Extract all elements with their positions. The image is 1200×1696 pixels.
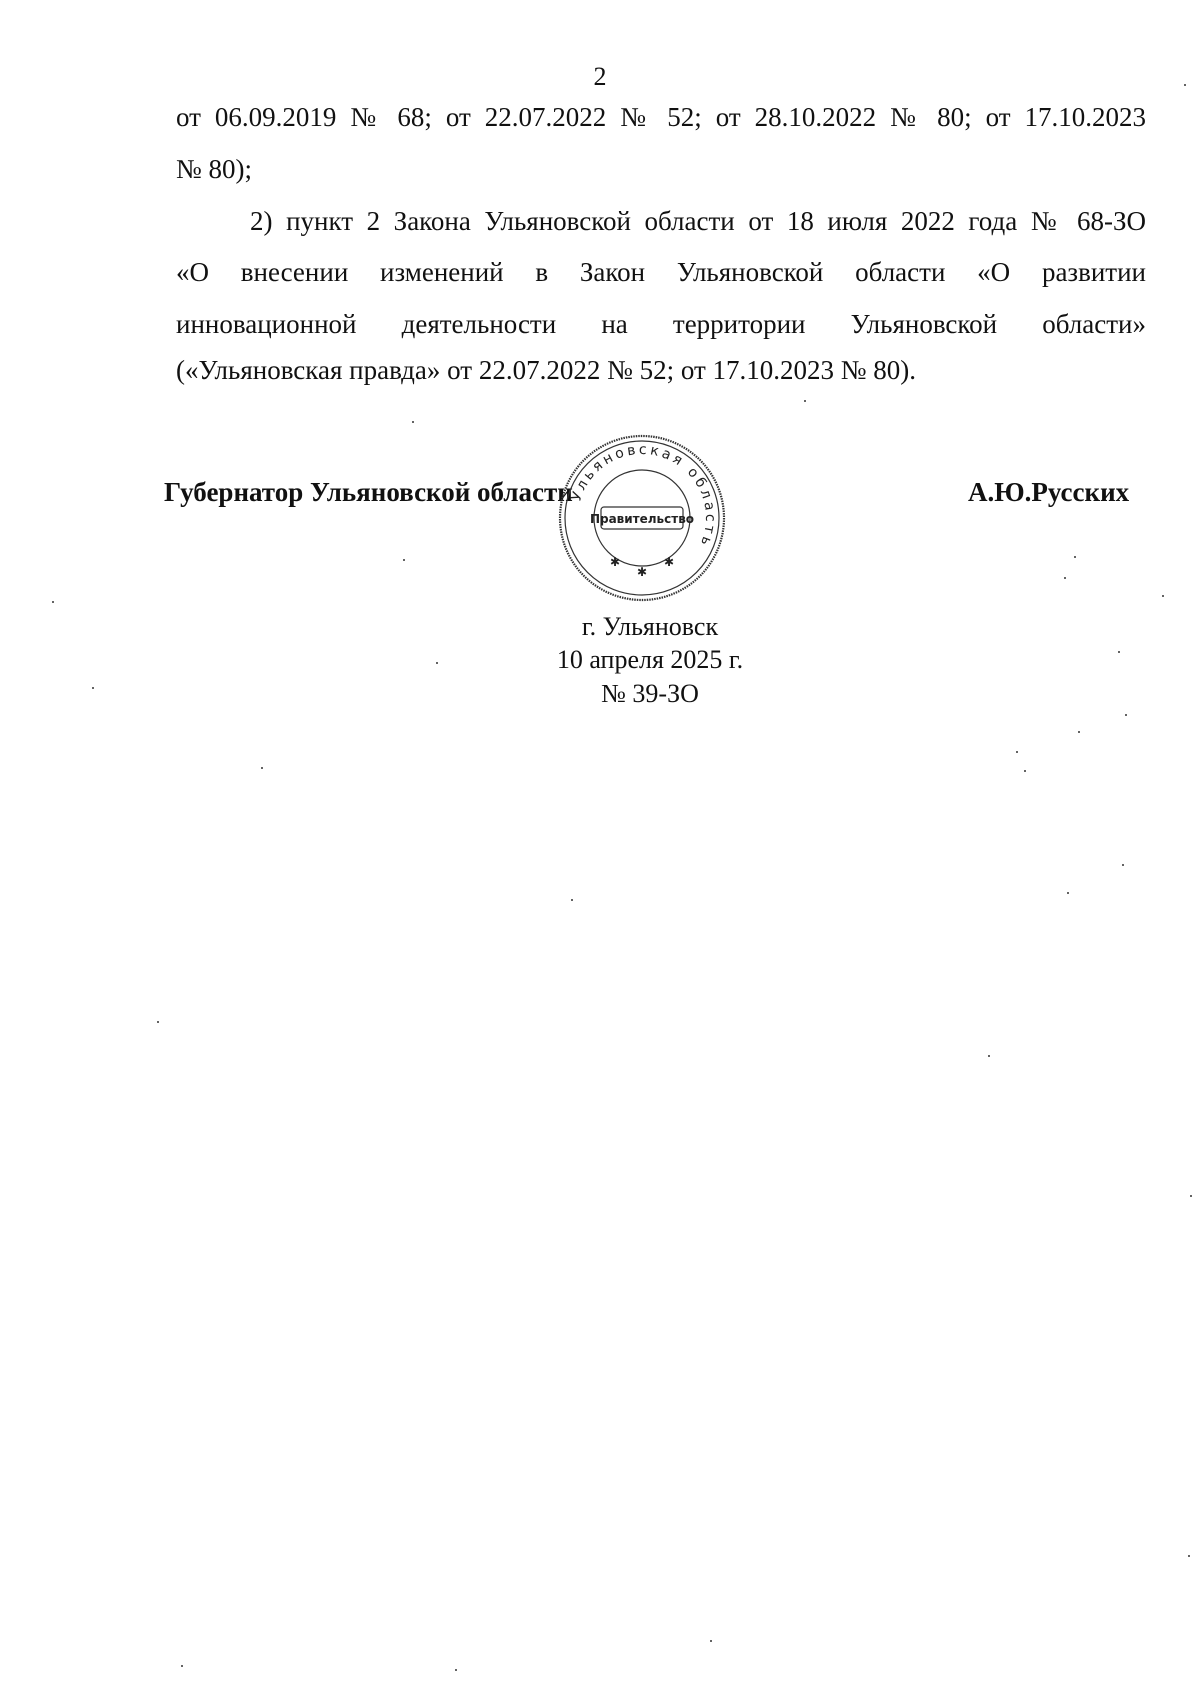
scan-speck: [1122, 864, 1124, 866]
scan-speck: [412, 421, 414, 423]
scan-speck: [1064, 577, 1066, 579]
scan-speck: [1074, 556, 1076, 558]
scan-speck: [710, 1640, 712, 1642]
scan-speck: [403, 559, 405, 561]
scan-speck: [1016, 751, 1018, 753]
official-seal-stamp: [557, 433, 727, 603]
scan-speck: [804, 400, 806, 402]
scan-speck: [436, 662, 438, 664]
scan-speck: [455, 1669, 457, 1671]
scan-speck: [1024, 770, 1026, 772]
place-of-signing: г. Ульяновск: [581, 612, 719, 641]
scan-speck: [181, 1665, 183, 1667]
scan-speck: [261, 767, 263, 769]
law-number: № 39-ЗО: [601, 679, 699, 708]
date-of-signing: 10 апреля 2025 г.: [556, 645, 744, 674]
page-number: 2: [593, 62, 607, 91]
body-line-6: («Ульяновская правда» от 22.07.2022 № 52; от 17.10.2023 № 80).: [176, 355, 917, 385]
scan-speck: [157, 1021, 159, 1023]
seal-center-text: Правительство: [589, 512, 695, 526]
body-line-5: инновационной деятельности на территории Ульяновской области»: [176, 309, 1146, 339]
scan-speck: [1184, 84, 1186, 86]
scan-speck: [92, 687, 94, 689]
scan-speck: [1188, 1555, 1190, 1557]
seal-ring-text: Ульяновская область: [568, 441, 719, 551]
scan-speck: [1190, 1195, 1192, 1197]
body-line-2: № 80);: [176, 154, 253, 184]
signatory-position: Губернатор Ульяновской области: [164, 477, 573, 507]
body-line-4: «О внесении изменений в Закон Ульяновской области «О развитии: [176, 257, 1146, 287]
svg-text:✱: ✱: [663, 555, 675, 569]
scan-speck: [988, 1055, 990, 1057]
body-line-3: 2) пункт 2 Закона Ульяновской области от 18 июля 2022 года № 68-ЗО: [250, 206, 1146, 236]
svg-text:✱: ✱: [636, 565, 648, 579]
scan-speck: [1067, 892, 1069, 894]
scan-speck: [1078, 731, 1080, 733]
body-line-1: от 06.09.2019 № 68; от 22.07.2022 № 52; от 28.10.2022 № 80; от 17.10.2023: [176, 102, 1146, 132]
scan-speck: [1162, 595, 1164, 597]
scan-speck: [52, 601, 54, 603]
signatory-name: А.Ю.Русских: [968, 477, 1130, 507]
svg-text:Ульяновская область: [568, 442, 718, 551]
scan-speck: [571, 899, 573, 901]
scan-speck: [1118, 651, 1120, 653]
svg-text:✱: ✱: [609, 555, 621, 569]
scan-speck: [1125, 714, 1127, 716]
